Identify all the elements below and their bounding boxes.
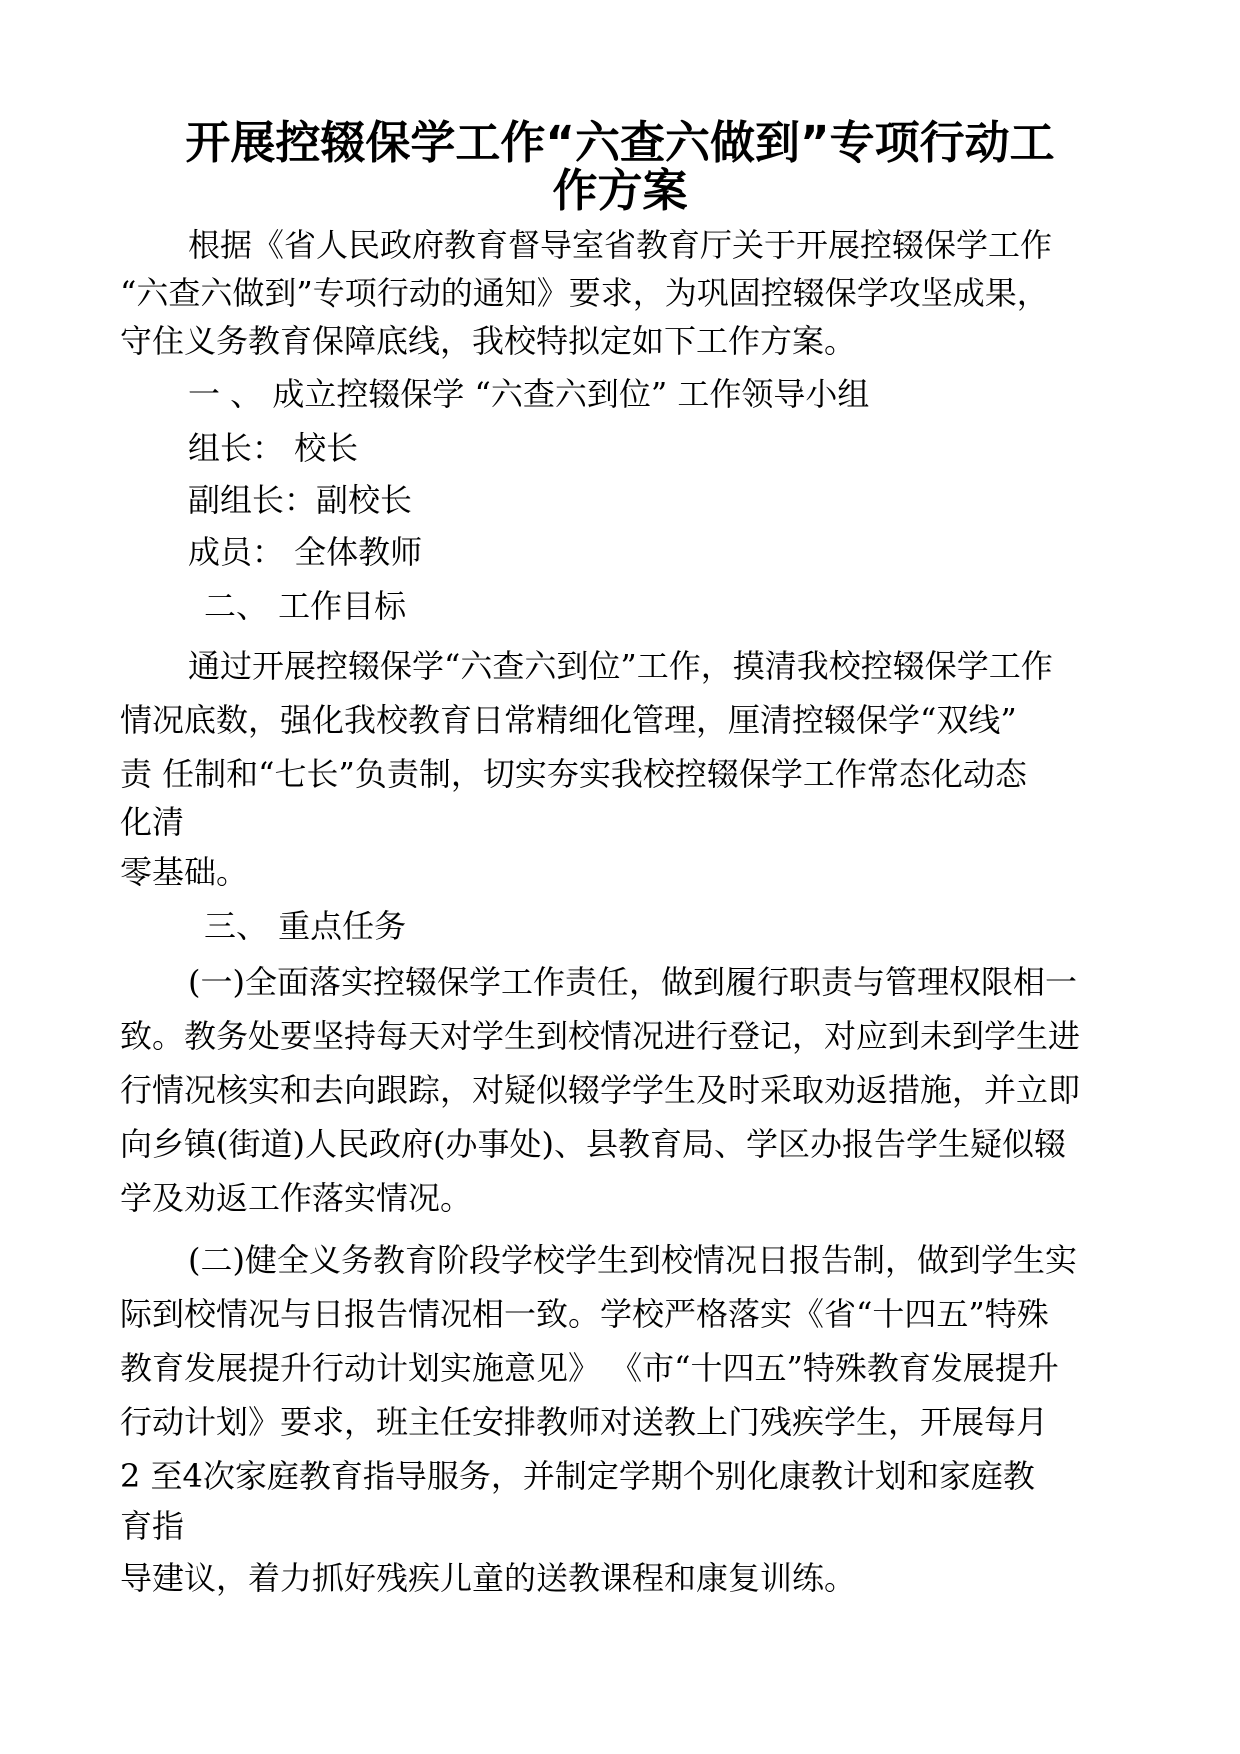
intro-line: 根据《省人民政府教育督导室省教育厅关于开展控辍保学工作: [188, 226, 1053, 264]
intro-line: “六查六做到”专项行动的通知》要求，为巩固控辍保学攻坚成果，: [120, 274, 1049, 312]
document-title-line-1: 开展控辍保学工作“六查六做到”专项行动工: [185, 116, 1055, 169]
task-2-line: 育指: [120, 1507, 185, 1545]
goals-line: 化清: [120, 803, 185, 841]
task-2-line: 际到校情况与日报告情况相一致。学校严格落实《省“十四五”特殊: [120, 1295, 1049, 1333]
task-1-line: 学及劝返工作落实情况。: [120, 1179, 473, 1217]
task-1-line: (一)全面落实控辍保学工作责任，做到履行职责与管理权限相一: [188, 963, 1077, 1001]
task-2-line: (二)健全义务教育阶段学校学生到校情况日报告制，做到学生实: [188, 1241, 1077, 1279]
goals-line: 情况底数，强化我校教育日常精细化管理，厘清控辍保学“双线”: [120, 701, 1017, 739]
group-leader: 组长： 校长: [188, 429, 359, 467]
section-heading-goals: 二、 工作目标: [204, 587, 407, 625]
document-title-line-2: 作方案: [552, 164, 688, 217]
task-2-line: 导建议，着力抓好残疾儿童的送教课程和康复训练。: [120, 1559, 857, 1597]
intro-line: 守住义务教育保障底线，我校特拟定如下工作方案。: [120, 322, 857, 360]
task-2-line: 行动计划》要求，班主任安排教师对送教上门残疾学生，开展每月: [120, 1403, 1049, 1441]
goals-line: 零基础。: [120, 853, 249, 891]
task-1-line: 致。教务处要坚持每天对学生到校情况进行登记，对应到未到学生进: [120, 1017, 1081, 1055]
goals-line: 责 任制和“七长”负责制，切实夯实我校控辍保学工作常态化动态: [120, 755, 1027, 793]
section-heading-leadership: 一 、 成立控辍保学 “六查六到位” 工作领导小组: [188, 375, 870, 413]
goals-line: 通过开展控辍保学“六查六到位”工作，摸清我校控辍保学工作: [188, 647, 1053, 685]
task-1-line: 行情况核实和去向跟踪，对疑似辍学学生及时采取劝返措施，并立即: [120, 1071, 1081, 1109]
task-2-line: 2 至4次家庭教育指导服务，并制定学期个别化康教计划和家庭教: [120, 1457, 1035, 1495]
group-deputy-leader: 副组长：副校长: [188, 481, 413, 519]
group-members: 成员： 全体教师: [188, 533, 423, 571]
task-2-line: 教育发展提升行动计划实施意见》 《市“十四五”特殊教育发展提升: [120, 1349, 1059, 1387]
task-1-line: 向乡镇(街道)人民政府(办事处)、县教育局、学区办报告学生疑似辍: [120, 1125, 1066, 1163]
section-heading-tasks: 三、 重点任务: [204, 907, 407, 945]
